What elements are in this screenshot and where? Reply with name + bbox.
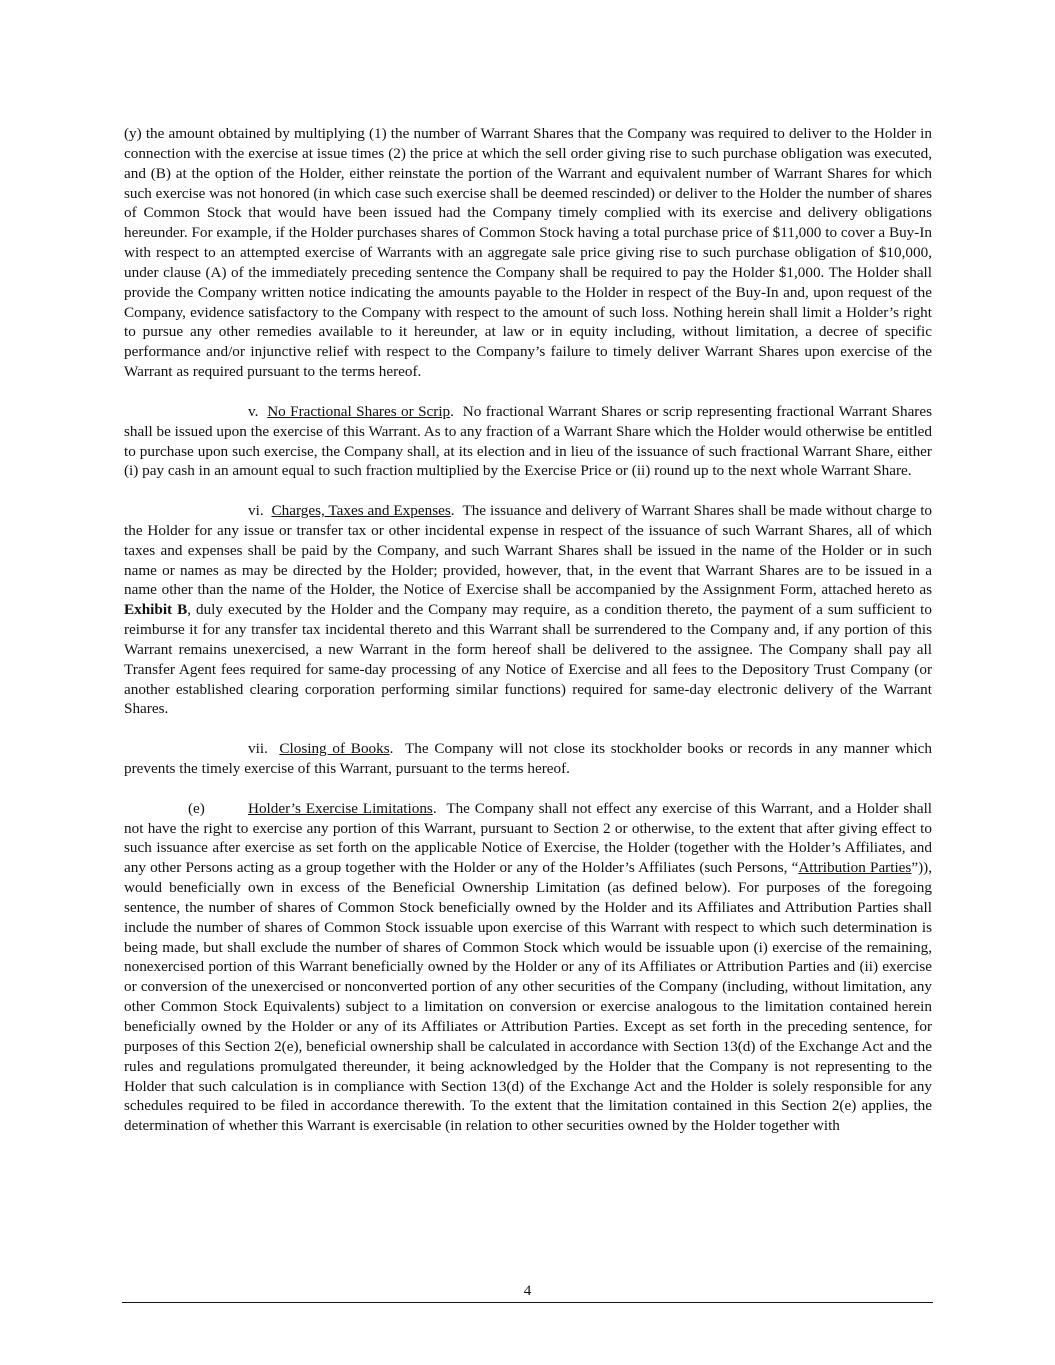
paragraph-spacer (124, 779, 932, 799)
section-e-number: (e) (188, 799, 205, 817)
section-vii-paragraph: vii. Closing of Books. The Company will not close its stockholder books or records in any manner which prevents the timely exercise of this Warrant, pursuant to the terms hereof. (124, 740, 933, 777)
paragraph-spacer (124, 382, 932, 402)
page-number: 4 (523, 1282, 532, 1299)
section-vii-body: The Company will not close its stockholder books or records in any manner which prevents the timely exercise of this Warrant, pursuant to the terms hereof. (124, 740, 933, 777)
paragraph-continuation: (y) the amount obtained by multiplying (1) the number of Warrant Shares that the Company was required to deliver to the Holder in connection with the exercise at issue times (2) the price at which the sell order giving rise to such purchase obligation was executed, and (B) at the option of the Holder, either reinstate the portion of the Warrant and equivalent number of Warrant Shares for which such exercise was not honored (in which case such exercise shall be deemed rescinded) or deliver to the Holder the number of shares of Common Stock that would have been issued had the Company timely complied with its exercise and delivery obligations hereunder. For example, if the Holder purchases shares of Common Stock having a total purchase price of $11,000 to cover a Buy-In with respect to an attempted exercise of Warrants with an aggregate sale price giving rise to such purchase obligation of $10,000, under clause (A) of the immediately preceding sentence the Company shall be required to pay the Holder $1,000. The Holder shall provide the Company written notice indicating the amounts payable to the Holder in respect of the Buy-In and, upon request of the Company, evidence satisfactory to the Company with respect to the amount of such loss. Nothing herein shall limit a Holder’s right to pursue any other remedies available to it hereunder, at law or in equity including, without limitation, a decree of specific performance and/or injunctive relief with respect to the Company’s failure to timely deliver Warrant Shares upon exercise of the Warrant as required pursuant to the terms hereof. (124, 125, 933, 381)
section-vii-heading: Closing of Books (279, 740, 390, 758)
section-vi-body-end: , duly executed by the Holder and the Company may require, as a condition thereto, the payment of a sum sufficient to reimburse it for any transfer tax incidental thereto and this Warrant shall be surrendered to the Company and, if any portion of this Warrant remains unexercised, a new Warrant in the form hereof shall be delivered to the assignee. The Company shall pay all Transfer Agent fees required for same-day processing of any Notice of Exercise and all fees to the Depository Trust Company (or another established clearing corporation performing similar functions) required for same-day electronic delivery of the Warrant Shares. (124, 601, 932, 718)
section-vi-body-start: The issuance and delivery of Warrant Shares shall be made without charge to the Holder for any issue or transfer tax or other incidental expense in respect of the issuance of such Warrant Shares, all of which taxes and expenses shall be paid by the Company, and such Warrant Shares shall be issued in the name of the Holder or in such name or names as may be directed by the Holder; provided, however, that, in the event that Warrant Shares are to be issued in a name other than the name of the Holder, the Notice of Exercise shall be accompanied by the Assignment Form, attached hereto as (124, 502, 933, 599)
section-v-paragraph: v. No Fractional Shares or Scrip. No fractional Warrant Shares or scrip representing fractional Warrant Shares shall be issued upon the exercise of this Warrant. As to any fraction of a Warrant Share which the Holder would otherwise be entitled to purchase upon such exercise, the Company shall, at its election and in lieu of the issuance of such fractional Warrant Share, either (i) pay cash in an amount equal to such fraction multiplied by the Exercise Price or (ii) round up to the next whole Warrant Share. (124, 402, 933, 480)
section-vi-heading: Charges, Taxes and Expenses (271, 502, 451, 520)
section-e-body-end: ”)), would beneficially own in excess of the Beneficial Ownership Limitation (as defined below). For purposes of the foregoing sentence, the number of shares of Common Stock beneficially owned by the Holder and its Affiliates and Attribution Parties shall include the number of shares of Common Stock issuable upon exercise of this Warrant with respect to which such determination is being made, but shall exclude the number of shares of Common Stock which would be issuable upon (i) exercise of the remaining, nonexercised portion of this Warrant beneficially owned by the Holder or any of its Affiliates or Attribution Parties and (ii) exercise or conversion of the unexercised or nonconverted portion of any other securities of the Company (including, without limitation, any other Common Stock Equivalents) subject to a limitation on conversion or exercise analogous to the limitation contained herein beneficially owned by the Holder or any of its Affiliates or Attribution Parties. Except as set forth in the preceding sentence, for purposes of this Section 2(e), beneficial ownership shall be calculated in accordance with Section 13(d) of the Exchange Act and the rules and regulations promulgated thereunder, it being acknowledged by the Holder that the Company is not representing to the Holder that such calculation is in compliance with Section 13(d) of the Exchange Act and the Holder is solely responsible for any schedules required to be filed in accordance therewith. To the extent that the limitation contained in this Section 2(e) applies, the determination of whether this Warrant is exercisable (in relation to other securities owned by the Holder together with (124, 859, 932, 1135)
section-vii-number: vii. (248, 740, 268, 758)
section-e-paragraph: (e) Holder’s Exercise Limitations. The Company shall not effect any exercise of this Warrant, and a Holder shall not have the right to exercise any portion of this Warrant, pursuant to Section 2 or otherwise, to the extent that after giving effect to such issuance after exercise as set forth on the applicable Notice of Exercise, the Holder (together with the Holder’s Affiliates, and any other Persons acting as a group together with the Holder or any of the Holder’s Affiliates (such Persons, “Attribution Parties”)), would beneficially own in excess of the Beneficial Ownership Limitation (as defined below). For purposes of the foregoing sentence, the number of shares of Common Stock beneficially owned by the Holder and its Affiliates and Attribution Parties shall include the number of shares of Common Stock issuable upon exercise of this Warrant with respect to which such determination is being made, but shall exclude the number of shares of Common Stock which would be issuable upon (i) exercise of the remaining, nonexercised portion of this Warrant beneficially owned by the Holder or any of its Affiliates or Attribution Parties and (ii) exercise or conversion of the unexercised or nonconverted portion of any other securities of the Company (including, without limitation, any other Common Stock Equivalents) subject to a limitation on conversion or exercise analogous to the limitation contained herein beneficially owned by the Holder or any of its Affiliates or Attribution Parties. Except as set forth in the preceding sentence, for purposes of this Section 2(e), beneficial ownership shall be calculated in accordance with Section 13(d) of the Exchange Act and the rules and regulations promulgated thereunder, it being acknowledged by the Holder that the Company is not representing to the Holder that such calculation is in compliance with Section 13(d) of the Exchange Act and the Holder is solely responsible for any schedules required to be filed in accordance therewith. To the extent that the limitation contained in this Section 2(e) applies, the determination of whether this Warrant is exercisable (in relation to other securities owned by the Holder together with (124, 799, 933, 1135)
section-e-body-start: The Company shall not effect any exercise of this Warrant, and a Holder shall not have the right to exercise any portion of this Warrant, pursuant to Section 2 or otherwise, to the extent that after giving effect to such issuance after exercise as set forth on the applicable Notice of Exercise, the Holder (together with the Holder’s Affiliates, and any other Persons acting as a group together with the Holder or any of the Holder’s Affiliates (such Persons, “ (124, 799, 933, 877)
paragraph-spacer (124, 481, 932, 501)
section-vi-paragraph: vi. Charges, Taxes and Expenses. The issuance and delivery of Warrant Shares shall be made without charge to the Holder for any issue or transfer tax or other incidental expense in respect of the issuance of such Warrant Shares, all of which taxes and expenses shall be paid by the Company, and such Warrant Shares shall be issued in the name of the Holder or in such name or names as may be directed by the Holder; provided, however, that, in the event that Warrant Shares are to be issued in a name other than the name of the Holder, the Notice of Exercise shall be accompanied by the Assignment Form, attached hereto as Exhibit B, duly executed by the Holder and the Company may require, as a condition thereto, the payment of a sum sufficient to reimburse it for any transfer tax incidental thereto and this Warrant shall be surrendered to the Company and, if any portion of this Warrant remains unexercised, a new Warrant in the form hereof shall be delivered to the assignee. The Company shall pay all Transfer Agent fees required for same-day processing of any Notice of Exercise and all fees to the Depository Trust Company (or another established clearing corporation performing similar functions) required for same-day electronic delivery of the Warrant Shares. (124, 502, 933, 718)
section-v-body: No fractional Warrant Shares or scrip representing fractional Warrant Shares shall be issued upon the exercise of this Warrant. As to any fraction of a Warrant Share which the Holder would otherwise be entitled to purchase upon such exercise, the Company shall, at its election and in lieu of the issuance of such fractional Warrant Share, either (i) pay cash in an amount equal to such fraction multiplied by the Exercise Price or (ii) round up to the next whole Warrant Share. (124, 402, 933, 480)
footer-rule (122, 1302, 933, 1303)
attribution-parties-term: Attribution Parties (798, 859, 912, 877)
exhibit-b-reference: Exhibit B (124, 601, 188, 619)
paragraph-spacer (124, 719, 932, 739)
section-v-number: v. (248, 402, 259, 420)
section-e-heading: Holder’s Exercise Limitations (248, 799, 433, 817)
section-vi-number: vi. (248, 502, 264, 520)
document-page (124, 124, 932, 1136)
section-v-heading: No Fractional Shares or Scrip (267, 402, 451, 420)
